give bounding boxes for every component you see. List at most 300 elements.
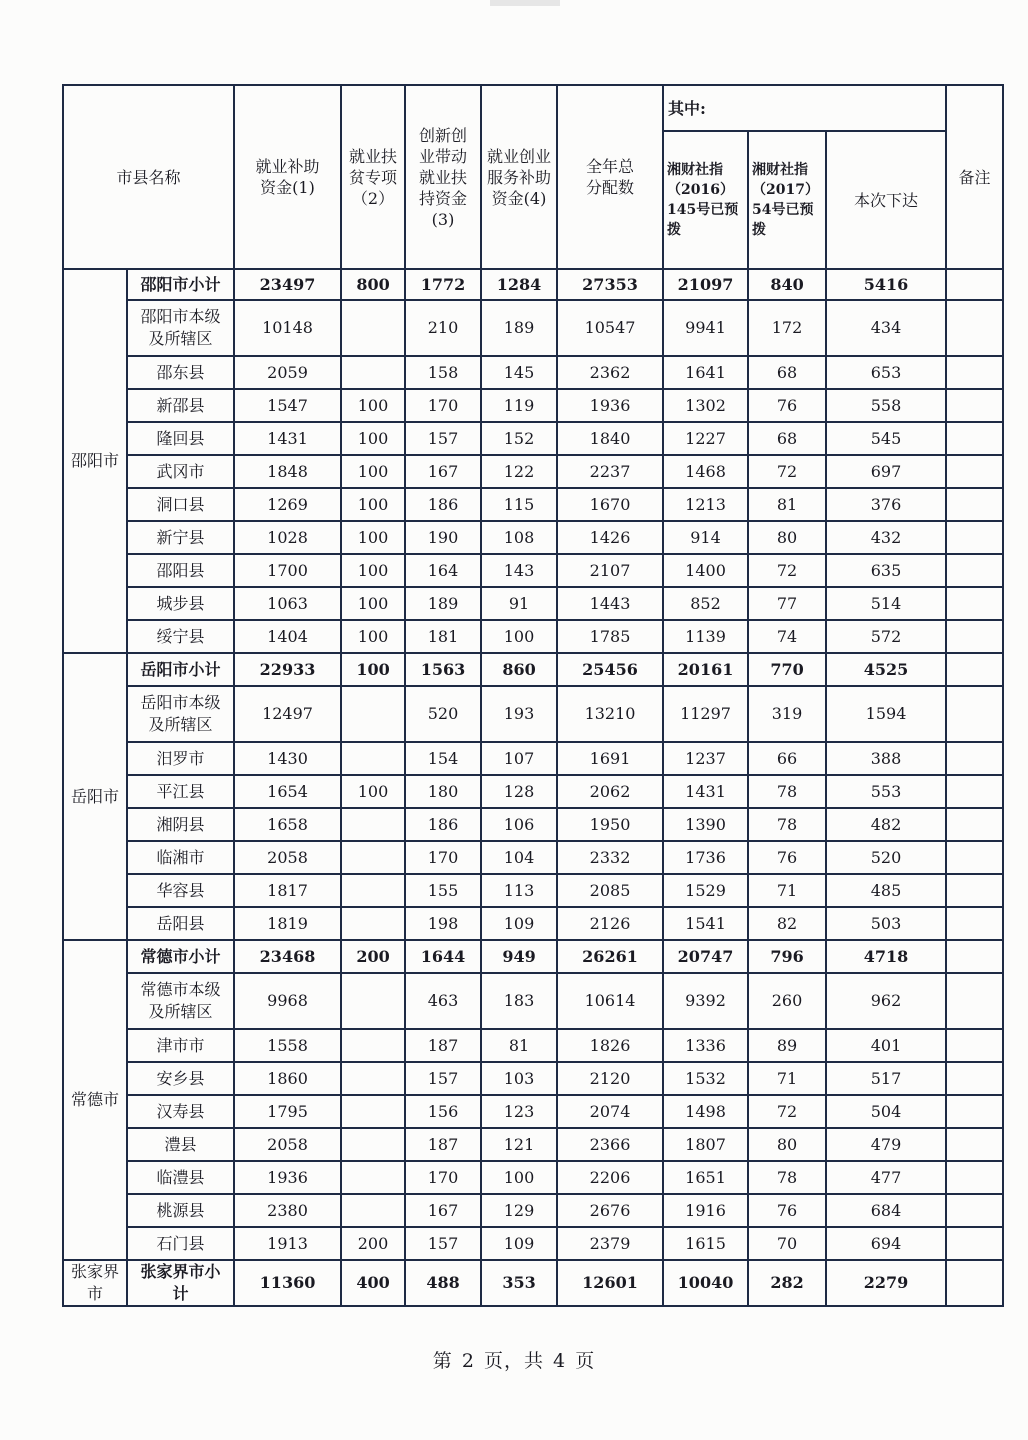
cell-c2 bbox=[341, 1095, 405, 1128]
cell-c1: 1654 bbox=[234, 775, 341, 808]
cell-p16: 10040 bbox=[663, 1260, 748, 1306]
cell-total: 13210 bbox=[557, 686, 663, 742]
cell-c1: 1819 bbox=[234, 907, 341, 940]
cell-c2 bbox=[341, 841, 405, 874]
cell-total: 2362 bbox=[557, 356, 663, 389]
cell-p17: 81 bbox=[748, 488, 826, 521]
cell-total: 2332 bbox=[557, 841, 663, 874]
cell-total: 2126 bbox=[557, 907, 663, 940]
table-row bbox=[63, 841, 1003, 874]
cell-c3: 167 bbox=[405, 1194, 481, 1227]
cell-total: 1840 bbox=[557, 422, 663, 455]
cell-c1: 1795 bbox=[234, 1095, 341, 1128]
cell-total: 1691 bbox=[557, 742, 663, 775]
cell-c4: 183 bbox=[481, 973, 557, 1029]
cell-c2 bbox=[341, 907, 405, 940]
cell-c1: 1658 bbox=[234, 808, 341, 841]
cell-remark bbox=[946, 488, 1003, 521]
cell-p16: 1736 bbox=[663, 841, 748, 874]
cell-total: 12601 bbox=[557, 1260, 663, 1306]
cell-remark bbox=[946, 874, 1003, 907]
county-name-text: 新宁县 bbox=[156, 527, 205, 547]
county-name bbox=[127, 1260, 234, 1306]
cell-c2 bbox=[341, 686, 405, 742]
cell-cur: 517 bbox=[826, 1062, 946, 1095]
table-row bbox=[63, 874, 1003, 907]
county-name bbox=[127, 653, 234, 686]
table-row bbox=[63, 422, 1003, 455]
county-name-text: 绥宁县 bbox=[156, 626, 205, 646]
header-total-text: 全年总分配数 bbox=[586, 157, 635, 197]
cell-remark bbox=[946, 356, 1003, 389]
cell-remark bbox=[946, 1260, 1003, 1306]
cell-c2: 200 bbox=[341, 1227, 405, 1260]
cell-c3: 157 bbox=[405, 1062, 481, 1095]
cell-cur: 485 bbox=[826, 874, 946, 907]
county-name bbox=[127, 1128, 234, 1161]
cell-total: 2237 bbox=[557, 455, 663, 488]
cell-c1: 22933 bbox=[234, 653, 341, 686]
cell-c4: 100 bbox=[481, 1161, 557, 1194]
cell-c2 bbox=[341, 1062, 405, 1095]
header-col3 bbox=[405, 85, 481, 269]
cell-remark bbox=[946, 742, 1003, 775]
cell-cur: 388 bbox=[826, 742, 946, 775]
header-col4 bbox=[481, 85, 557, 269]
county-name bbox=[127, 389, 234, 422]
county-name bbox=[127, 686, 234, 742]
county-name-text: 新邵县 bbox=[156, 395, 205, 415]
county-name bbox=[127, 1095, 234, 1128]
cell-p17: 72 bbox=[748, 1095, 826, 1128]
cell-p17: 66 bbox=[748, 742, 826, 775]
cell-c4: 949 bbox=[481, 940, 557, 973]
county-name bbox=[127, 1029, 234, 1062]
cell-p16: 1213 bbox=[663, 488, 748, 521]
cell-remark bbox=[946, 521, 1003, 554]
cell-c3: 170 bbox=[405, 1161, 481, 1194]
header-col2-text: 就业扶贫专项（2） bbox=[349, 146, 398, 208]
table-row bbox=[63, 686, 1003, 742]
cell-c4: 91 bbox=[481, 587, 557, 620]
cell-c1: 1860 bbox=[234, 1062, 341, 1095]
cell-cur: 503 bbox=[826, 907, 946, 940]
cell-c4: 107 bbox=[481, 742, 557, 775]
county-name bbox=[127, 488, 234, 521]
table-row bbox=[63, 1062, 1003, 1095]
cell-c4: 81 bbox=[481, 1029, 557, 1062]
table-header bbox=[63, 85, 1003, 269]
cell-c3: 155 bbox=[405, 874, 481, 907]
scan-mark bbox=[490, 0, 560, 6]
cell-c1: 9968 bbox=[234, 973, 341, 1029]
cell-c3: 170 bbox=[405, 841, 481, 874]
cell-c3: 187 bbox=[405, 1029, 481, 1062]
table-row bbox=[63, 389, 1003, 422]
county-name-text: 邵阳市本级及所辖区 bbox=[140, 307, 221, 348]
county-name bbox=[127, 1062, 234, 1095]
cell-cur: 1594 bbox=[826, 686, 946, 742]
cell-total: 2379 bbox=[557, 1227, 663, 1260]
cell-remark bbox=[946, 422, 1003, 455]
cell-c4: 109 bbox=[481, 907, 557, 940]
cell-cur: 635 bbox=[826, 554, 946, 587]
county-name-text: 邵阳市小计 bbox=[140, 274, 221, 294]
county-name-text: 汉寿县 bbox=[156, 1101, 205, 1121]
table-row bbox=[63, 775, 1003, 808]
cell-total: 1950 bbox=[557, 808, 663, 841]
table-row bbox=[63, 554, 1003, 587]
cell-total: 27353 bbox=[557, 269, 663, 300]
cell-c2 bbox=[341, 1128, 405, 1161]
header-col3-text: 创新创业带动就业扶持资金(3) bbox=[419, 125, 468, 229]
header-remark: 备注 bbox=[946, 85, 1003, 269]
cell-c2: 200 bbox=[341, 940, 405, 973]
cell-total: 1826 bbox=[557, 1029, 663, 1062]
cell-c3: 167 bbox=[405, 455, 481, 488]
county-name bbox=[127, 808, 234, 841]
cell-c3: 181 bbox=[405, 620, 481, 653]
cell-c4: 860 bbox=[481, 653, 557, 686]
cell-p17: 76 bbox=[748, 389, 826, 422]
cell-remark bbox=[946, 1161, 1003, 1194]
table-row bbox=[63, 620, 1003, 653]
cell-p16: 1651 bbox=[663, 1161, 748, 1194]
cell-remark bbox=[946, 269, 1003, 300]
county-name bbox=[127, 521, 234, 554]
county-name-text: 岳阳市小计 bbox=[140, 659, 221, 679]
cell-c1: 1404 bbox=[234, 620, 341, 653]
county-name-text: 安乡县 bbox=[156, 1068, 205, 1088]
cell-p16: 1615 bbox=[663, 1227, 748, 1260]
cell-p17: 76 bbox=[748, 1194, 826, 1227]
cell-p16: 9941 bbox=[663, 300, 748, 356]
cell-p17: 80 bbox=[748, 1128, 826, 1161]
cell-p17: 78 bbox=[748, 808, 826, 841]
county-name-text: 汨罗市 bbox=[156, 748, 205, 768]
cell-c3: 520 bbox=[405, 686, 481, 742]
cell-cur: 2279 bbox=[826, 1260, 946, 1306]
subtotal-row bbox=[63, 653, 1003, 686]
cell-c2: 400 bbox=[341, 1260, 405, 1306]
cell-total: 2062 bbox=[557, 775, 663, 808]
cell-p17: 319 bbox=[748, 686, 826, 742]
cell-c1: 1558 bbox=[234, 1029, 341, 1062]
cell-c2 bbox=[341, 1161, 405, 1194]
cell-cur: 376 bbox=[826, 488, 946, 521]
county-name-text: 城步县 bbox=[156, 593, 205, 613]
city-name: 常德市 bbox=[63, 940, 127, 1260]
cell-c1: 1431 bbox=[234, 422, 341, 455]
county-name bbox=[127, 742, 234, 775]
cell-total: 10547 bbox=[557, 300, 663, 356]
cell-c4: 152 bbox=[481, 422, 557, 455]
cell-remark bbox=[946, 1194, 1003, 1227]
cell-c3: 187 bbox=[405, 1128, 481, 1161]
cell-c4: 100 bbox=[481, 620, 557, 653]
cell-c1: 2059 bbox=[234, 356, 341, 389]
cell-p16: 1139 bbox=[663, 620, 748, 653]
cell-cur: 4718 bbox=[826, 940, 946, 973]
cell-c1: 23468 bbox=[234, 940, 341, 973]
subtotal-row bbox=[63, 1260, 1003, 1306]
cell-p17: 840 bbox=[748, 269, 826, 300]
cell-p17: 72 bbox=[748, 455, 826, 488]
cell-c4: 103 bbox=[481, 1062, 557, 1095]
page-footer bbox=[0, 1346, 1028, 1373]
cell-p17: 770 bbox=[748, 653, 826, 686]
cell-c1: 1700 bbox=[234, 554, 341, 587]
cell-total: 2676 bbox=[557, 1194, 663, 1227]
cell-c4: 193 bbox=[481, 686, 557, 742]
cell-c2: 100 bbox=[341, 422, 405, 455]
county-name-text: 华容县 bbox=[156, 880, 205, 900]
cell-cur: 479 bbox=[826, 1128, 946, 1161]
cell-total: 1443 bbox=[557, 587, 663, 620]
subtotal-row bbox=[63, 269, 1003, 300]
table-row bbox=[63, 808, 1003, 841]
cell-c1: 11360 bbox=[234, 1260, 341, 1306]
county-name-text: 邵东县 bbox=[156, 362, 205, 382]
cell-cur: 5416 bbox=[826, 269, 946, 300]
county-name-text: 津市市 bbox=[156, 1035, 205, 1055]
table-row bbox=[63, 1029, 1003, 1062]
cell-p17: 82 bbox=[748, 907, 826, 940]
table-row bbox=[63, 356, 1003, 389]
cell-cur: 697 bbox=[826, 455, 946, 488]
cell-c4: 122 bbox=[481, 455, 557, 488]
cell-c3: 488 bbox=[405, 1260, 481, 1306]
cell-cur: 482 bbox=[826, 808, 946, 841]
cell-cur: 545 bbox=[826, 422, 946, 455]
cell-remark bbox=[946, 620, 1003, 653]
cell-c2 bbox=[341, 808, 405, 841]
cell-cur: 477 bbox=[826, 1161, 946, 1194]
header-pre2017: 湘财社指（2017）54号已预拨 bbox=[748, 131, 826, 269]
cell-remark bbox=[946, 587, 1003, 620]
cell-c2 bbox=[341, 874, 405, 907]
cell-c4: 1284 bbox=[481, 269, 557, 300]
cell-remark bbox=[946, 1128, 1003, 1161]
cell-p16: 1400 bbox=[663, 554, 748, 587]
cell-p17: 80 bbox=[748, 521, 826, 554]
page-total: 4 bbox=[553, 1350, 567, 1372]
cell-c1: 2058 bbox=[234, 1128, 341, 1161]
cell-cur: 432 bbox=[826, 521, 946, 554]
county-name-text: 常德市本级及所辖区 bbox=[140, 980, 221, 1021]
cell-c1: 1430 bbox=[234, 742, 341, 775]
cell-c3: 1772 bbox=[405, 269, 481, 300]
cell-total: 26261 bbox=[557, 940, 663, 973]
cell-p17: 89 bbox=[748, 1029, 826, 1062]
cell-remark bbox=[946, 1062, 1003, 1095]
table-row bbox=[63, 1128, 1003, 1161]
cell-total: 1936 bbox=[557, 389, 663, 422]
header-col2 bbox=[341, 85, 405, 269]
cell-c1: 1936 bbox=[234, 1161, 341, 1194]
cell-total: 1785 bbox=[557, 620, 663, 653]
header-pre2016: 湘财社指（2016）145号已预拨 bbox=[663, 131, 748, 269]
cell-p16: 852 bbox=[663, 587, 748, 620]
cell-c4: 123 bbox=[481, 1095, 557, 1128]
cell-c1: 1028 bbox=[234, 521, 341, 554]
cell-p16: 1390 bbox=[663, 808, 748, 841]
county-name bbox=[127, 907, 234, 940]
header-current: 本次下达 bbox=[826, 131, 946, 269]
cell-remark bbox=[946, 841, 1003, 874]
cell-cur: 572 bbox=[826, 620, 946, 653]
allocation-table bbox=[62, 84, 1004, 1307]
cell-p16: 1431 bbox=[663, 775, 748, 808]
page-mid: 页，共 bbox=[483, 1350, 544, 1372]
cell-c1: 23497 bbox=[234, 269, 341, 300]
cell-c2: 100 bbox=[341, 488, 405, 521]
county-name bbox=[127, 1227, 234, 1260]
cell-remark bbox=[946, 686, 1003, 742]
county-name-text: 常德市小计 bbox=[140, 946, 221, 966]
cell-p17: 72 bbox=[748, 554, 826, 587]
cell-c2: 100 bbox=[341, 455, 405, 488]
cell-cur: 401 bbox=[826, 1029, 946, 1062]
county-name-text: 张家界市小计 bbox=[140, 1262, 221, 1303]
cell-remark bbox=[946, 940, 1003, 973]
cell-c3: 186 bbox=[405, 808, 481, 841]
cell-p17: 71 bbox=[748, 874, 826, 907]
cell-p17: 76 bbox=[748, 841, 826, 874]
cell-cur: 684 bbox=[826, 1194, 946, 1227]
page-prefix: 第 bbox=[432, 1350, 453, 1372]
cell-c2: 100 bbox=[341, 587, 405, 620]
county-name bbox=[127, 356, 234, 389]
county-name-text: 临澧县 bbox=[156, 1167, 205, 1187]
county-name-text: 隆回县 bbox=[156, 428, 205, 448]
cell-c4: 113 bbox=[481, 874, 557, 907]
cell-c3: 1563 bbox=[405, 653, 481, 686]
cell-p16: 1336 bbox=[663, 1029, 748, 1062]
cell-cur: 653 bbox=[826, 356, 946, 389]
subtotal-row bbox=[63, 940, 1003, 973]
header-col1-text: 就业补助资金(1) bbox=[255, 157, 320, 197]
county-name-text: 桃源县 bbox=[156, 1200, 205, 1220]
county-name bbox=[127, 587, 234, 620]
cell-p17: 260 bbox=[748, 973, 826, 1029]
cell-c2 bbox=[341, 356, 405, 389]
cell-c2: 100 bbox=[341, 653, 405, 686]
cell-c1: 1063 bbox=[234, 587, 341, 620]
cell-c3: 158 bbox=[405, 356, 481, 389]
header-of-which: 其中: bbox=[663, 85, 946, 131]
cell-c4: 119 bbox=[481, 389, 557, 422]
cell-cur: 962 bbox=[826, 973, 946, 1029]
cell-p16: 1807 bbox=[663, 1128, 748, 1161]
cell-remark bbox=[946, 455, 1003, 488]
city-name: 邵阳市 bbox=[63, 269, 127, 653]
header-col4-text: 就业创业服务补助资金(4) bbox=[487, 146, 552, 208]
cell-p16: 1237 bbox=[663, 742, 748, 775]
county-name bbox=[127, 775, 234, 808]
cell-c2 bbox=[341, 973, 405, 1029]
county-name bbox=[127, 940, 234, 973]
county-name bbox=[127, 269, 234, 300]
cell-c2: 100 bbox=[341, 521, 405, 554]
county-name bbox=[127, 620, 234, 653]
county-name-text: 湘阴县 bbox=[156, 814, 205, 834]
cell-remark bbox=[946, 300, 1003, 356]
page-current: 2 bbox=[461, 1350, 475, 1372]
cell-cur: 514 bbox=[826, 587, 946, 620]
cell-cur: 553 bbox=[826, 775, 946, 808]
cell-c2: 100 bbox=[341, 389, 405, 422]
cell-c3: 210 bbox=[405, 300, 481, 356]
cell-p16: 11297 bbox=[663, 686, 748, 742]
cell-c3: 186 bbox=[405, 488, 481, 521]
cell-cur: 504 bbox=[826, 1095, 946, 1128]
header-col1 bbox=[234, 85, 341, 269]
cell-total: 2085 bbox=[557, 874, 663, 907]
cell-c1: 12497 bbox=[234, 686, 341, 742]
cell-c2: 100 bbox=[341, 554, 405, 587]
cell-remark bbox=[946, 653, 1003, 686]
cell-p16: 1498 bbox=[663, 1095, 748, 1128]
city-name: 岳阳市 bbox=[63, 653, 127, 940]
county-name-text: 洞口县 bbox=[156, 494, 205, 514]
table-body bbox=[63, 269, 1003, 1306]
cell-p16: 1541 bbox=[663, 907, 748, 940]
cell-c2: 100 bbox=[341, 775, 405, 808]
cell-remark bbox=[946, 808, 1003, 841]
table-row bbox=[63, 1095, 1003, 1128]
cell-c4: 189 bbox=[481, 300, 557, 356]
cell-cur: 4525 bbox=[826, 653, 946, 686]
cell-c1: 2380 bbox=[234, 1194, 341, 1227]
county-name bbox=[127, 1161, 234, 1194]
county-name-text: 武冈市 bbox=[156, 461, 205, 481]
cell-p17: 70 bbox=[748, 1227, 826, 1260]
table-row bbox=[63, 1227, 1003, 1260]
cell-p17: 68 bbox=[748, 422, 826, 455]
county-name bbox=[127, 874, 234, 907]
cell-cur: 558 bbox=[826, 389, 946, 422]
county-name-text: 岳阳县 bbox=[156, 913, 205, 933]
cell-total: 2366 bbox=[557, 1128, 663, 1161]
cell-c2 bbox=[341, 742, 405, 775]
county-name-text: 石门县 bbox=[156, 1233, 205, 1253]
cell-c2 bbox=[341, 1194, 405, 1227]
cell-p16: 1916 bbox=[663, 1194, 748, 1227]
cell-c2: 800 bbox=[341, 269, 405, 300]
cell-c1: 1817 bbox=[234, 874, 341, 907]
cell-p17: 172 bbox=[748, 300, 826, 356]
cell-p16: 1227 bbox=[663, 422, 748, 455]
cell-p17: 74 bbox=[748, 620, 826, 653]
county-name bbox=[127, 1194, 234, 1227]
cell-remark bbox=[946, 973, 1003, 1029]
cell-remark bbox=[946, 775, 1003, 808]
cell-cur: 520 bbox=[826, 841, 946, 874]
cell-c3: 157 bbox=[405, 422, 481, 455]
cell-c1: 1269 bbox=[234, 488, 341, 521]
cell-c4: 121 bbox=[481, 1128, 557, 1161]
city-name: 张家界市 bbox=[63, 1260, 127, 1306]
cell-c4: 109 bbox=[481, 1227, 557, 1260]
cell-p16: 914 bbox=[663, 521, 748, 554]
table-row bbox=[63, 973, 1003, 1029]
cell-total: 2206 bbox=[557, 1161, 663, 1194]
cell-p16: 9392 bbox=[663, 973, 748, 1029]
cell-c4: 129 bbox=[481, 1194, 557, 1227]
cell-p17: 77 bbox=[748, 587, 826, 620]
cell-c1: 10148 bbox=[234, 300, 341, 356]
